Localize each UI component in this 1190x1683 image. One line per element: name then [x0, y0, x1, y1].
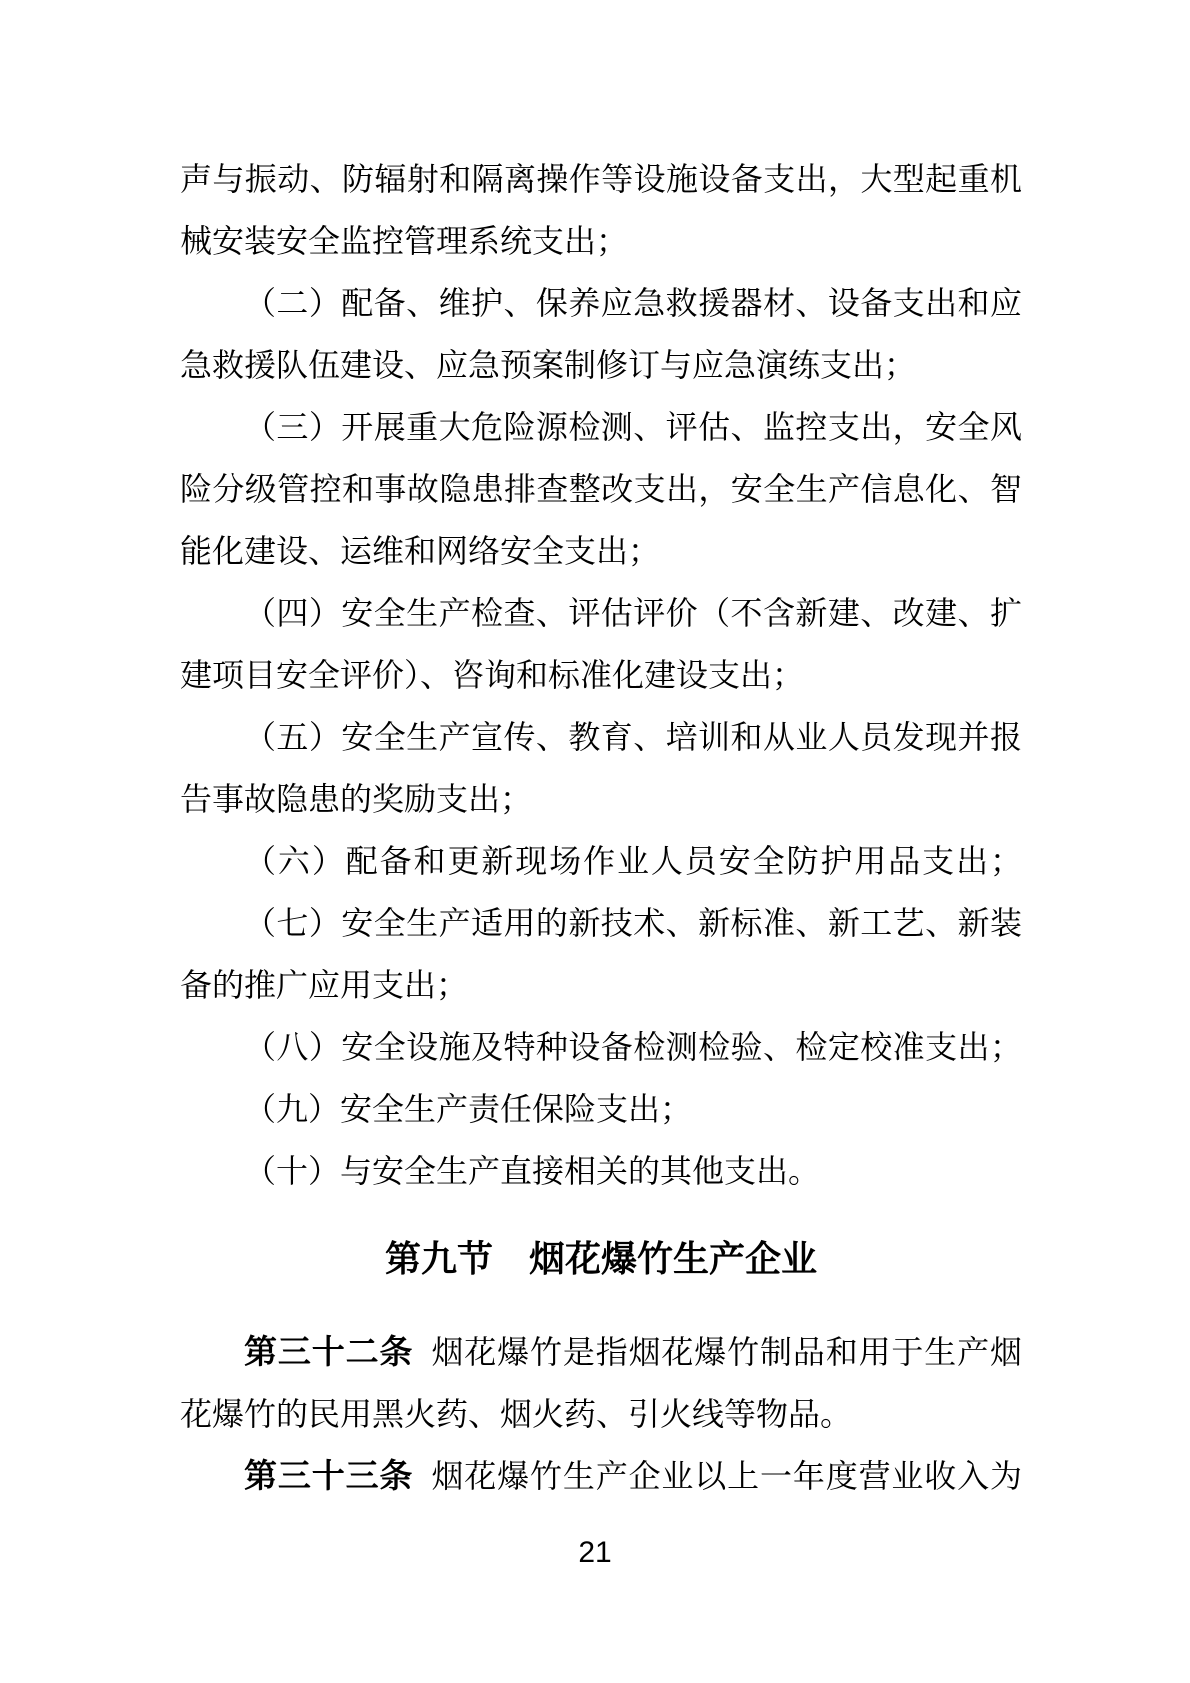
article-33-number: 第三十三条: [244, 1457, 414, 1494]
list-item-2: （二）配备、维护、保养应急救援器材、设备支出和应急救援队伍建设、应急预案制修订与应急演练支出；: [180, 285, 1022, 383]
list-item-6: （六）配备和更新现场作业人员安全防护用品支出；: [244, 843, 1022, 879]
article-32-paragraph: [180, 1321, 1022, 1445]
list-item-3: （三）开展重大危险源检测、评估、监控支出，安全风险分级管控和事故隐患排查整改支出，安全生产信息化、智能化建设、运维和网络安全支出；: [180, 409, 1022, 569]
list-item-5: （五）安全生产宣传、教育、培训和从业人员发现并报告事故隐患的奖励支出；: [180, 719, 1022, 817]
page-number: 21: [578, 1536, 612, 1569]
article-33-paragraph: [180, 1445, 1022, 1507]
article-32-text: 烟花爆竹是指烟花爆竹制品和用于生产烟花爆竹的民用黑火药、烟火药、引火线等物品。: [180, 1334, 1022, 1432]
document-body: [180, 148, 1022, 1507]
list-item-4: （四）安全生产检查、评估评价（不含新建、改建、扩建项目安全评价）、咨询和标准化建设支出；: [180, 595, 1022, 693]
list-item-10: （十）与安全生产直接相关的其他支出。: [244, 1153, 821, 1189]
continuation-paragraph: 声与振动、防辐射和隔离操作等设施设备支出，大型起重机械安装安全监控管理系统支出；: [180, 161, 1022, 259]
article-33-text: 烟花爆竹生产企业以上一年度营业收入为: [431, 1458, 1022, 1494]
list-item-7: （七）安全生产适用的新技术、新标准、新工艺、新装备的推广应用支出；: [180, 905, 1022, 1003]
list-item-8: （八）安全设施及特种设备检测检验、检定校准支出；: [244, 1029, 1022, 1065]
list-item-9: （九）安全生产责任保险支出；: [244, 1091, 693, 1127]
article-32-number: 第三十二条: [244, 1333, 414, 1370]
section-heading: 第九节 烟花爆竹生产企业: [384, 1238, 817, 1279]
